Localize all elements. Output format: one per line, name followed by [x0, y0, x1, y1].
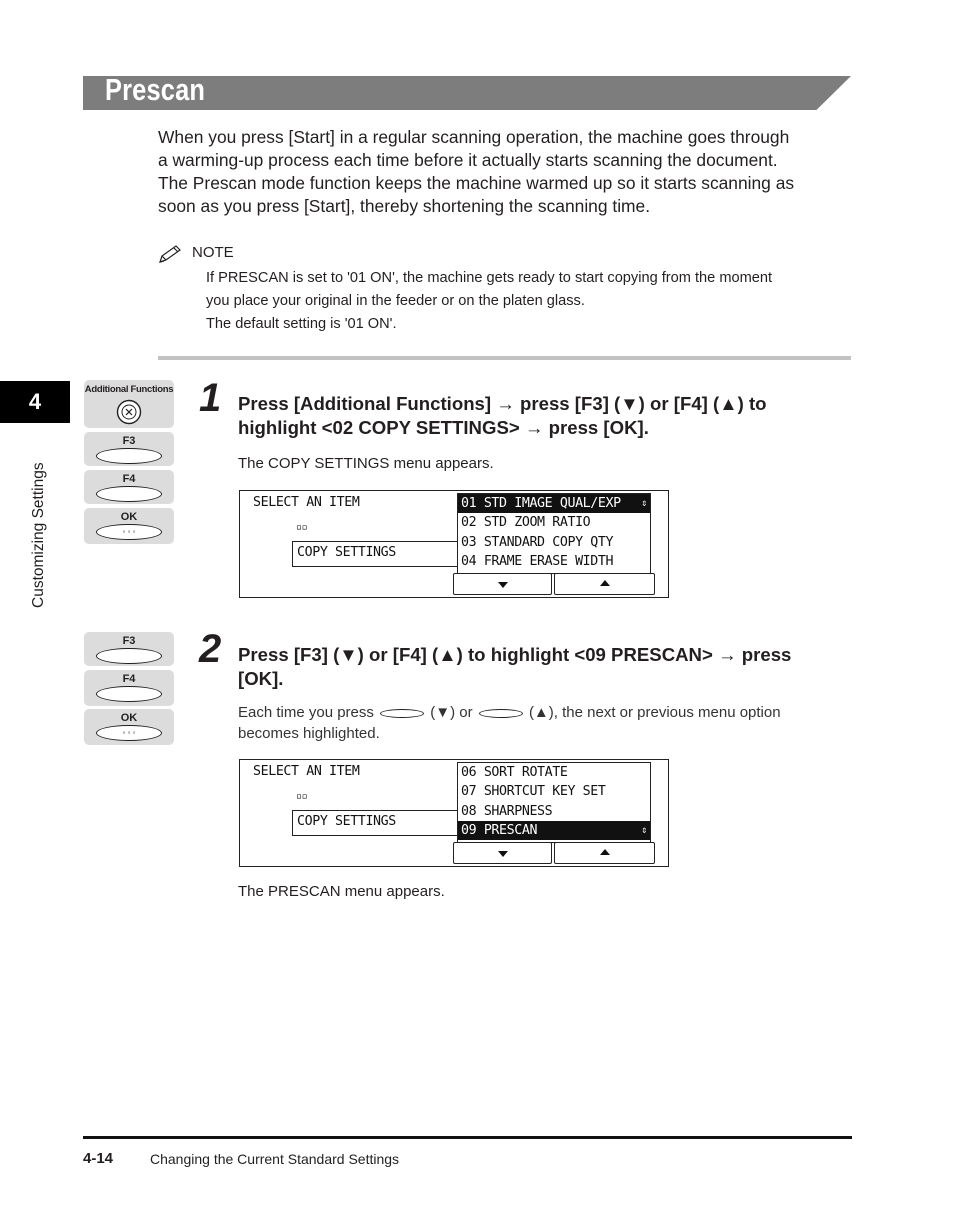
- f4-key: [84, 470, 174, 504]
- lcd-screen: [239, 759, 669, 867]
- scroll-arrows-icon: ⇕: [641, 824, 647, 836]
- f4-key: [84, 670, 174, 706]
- note-label: NOTE: [192, 244, 234, 261]
- intro-line: soon as you press [Start], thereby shortening the scanning time.: [158, 196, 651, 216]
- scroll-up-button[interactable]: [554, 842, 655, 864]
- intro-paragraph: [158, 126, 858, 218]
- f4-key-oval: [96, 686, 162, 702]
- scroll-down-button[interactable]: [453, 573, 552, 595]
- screen-title: SELECT AN ITEM: [253, 495, 360, 510]
- note-line: you place your original in the feeder or on the platen glass.: [206, 293, 585, 309]
- step-description: [238, 702, 853, 744]
- arrow-up-icon: [600, 849, 610, 855]
- footer-divider: [83, 1136, 852, 1139]
- f4-key-oval: [96, 486, 162, 502]
- menu-item[interactable]: 08 SHARPNESS: [461, 803, 553, 819]
- note-line: The default setting is '01 ON'.: [206, 316, 397, 332]
- f3-key-oval: [96, 448, 162, 464]
- step-heading: [238, 392, 858, 440]
- scroll-arrows-icon: ⇕: [641, 498, 647, 509]
- ok-key-label: OK: [120, 511, 138, 523]
- inline-f4-key-icon: [477, 703, 525, 719]
- f4-key-label: F4: [122, 673, 136, 685]
- f3-key-oval: [96, 648, 162, 664]
- chapter-number: 4: [28, 389, 42, 414]
- arrow-down-icon: [498, 582, 508, 588]
- ok-key: [84, 508, 174, 544]
- inline-f3-oval: [380, 709, 424, 718]
- ok-key-oval: ◦ ◦ ◦: [96, 725, 162, 741]
- lcd-screen: [239, 490, 669, 598]
- step-number: 1: [199, 376, 222, 420]
- menu-item-label: 09 PRESCAN: [461, 822, 538, 838]
- f3-key: [84, 432, 174, 466]
- step-heading-line: Press [F3] (▼) or [F4] (▲) to highlight <09 PRESCAN> → press: [238, 644, 792, 665]
- step-heading-line: Press [Additional Functions] → press [F3] (▼) or [F4] (▲) to: [238, 393, 767, 414]
- section-title: Prescan: [105, 72, 206, 107]
- inline-f3-key-icon: [378, 703, 426, 719]
- ok-key: [84, 709, 174, 745]
- menu-item-label: 01 STD IMAGE QUAL/EXP: [461, 496, 621, 511]
- screen-field: COPY SETTINGS: [297, 814, 396, 829]
- intro-line: When you press [Start] in a regular scanning operation, the machine goes through: [158, 127, 790, 147]
- screen-indicator: ▫▫: [296, 522, 308, 533]
- menu-item[interactable]: 03 STANDARD COPY QTY: [461, 534, 614, 550]
- description-text: Each time you press: [238, 704, 374, 721]
- additional-functions-icon: [116, 399, 142, 425]
- menu-item[interactable]: 04 FRAME ERASE WIDTH: [461, 553, 614, 569]
- scroll-down-button[interactable]: [453, 842, 552, 864]
- scroll-up-button[interactable]: [554, 573, 655, 595]
- f4-key-label: F4: [122, 473, 136, 485]
- step-heading: [238, 643, 858, 691]
- intro-line: The Prescan mode function keeps the machine warmed up so it starts scanning as: [158, 173, 795, 193]
- screen-field-box: [292, 541, 463, 567]
- arrow-up-icon: [600, 580, 610, 586]
- menu-item[interactable]: 07 SHORTCUT KEY SET: [461, 784, 606, 800]
- note-text: [206, 268, 856, 335]
- additional-functions-label: Additional Functions: [84, 384, 174, 395]
- f3-key-label: F3: [122, 635, 136, 647]
- step-description: The COPY SETTINGS menu appears.: [238, 455, 494, 472]
- step-heading-line: highlight <02 COPY SETTINGS> → press [OK].: [238, 417, 649, 438]
- footer-title: Changing the Current Standard Settings: [150, 1151, 400, 1167]
- section-divider: [158, 356, 851, 360]
- menu-item-selected[interactable]: [458, 821, 650, 840]
- screen-indicator: ▫▫: [296, 791, 308, 802]
- screen-field: COPY SETTINGS: [297, 545, 396, 560]
- menu-item[interactable]: 02 STD ZOOM RATIO: [461, 515, 591, 531]
- f3-key-label: F3: [122, 435, 136, 447]
- screen-field-box: [292, 810, 463, 836]
- ok-key-label: OK: [120, 712, 138, 724]
- arrow-down-icon: [498, 851, 508, 857]
- description-text: (▲), the next or previous menu option: [528, 704, 781, 721]
- chapter-name: Customizing Settings: [30, 462, 47, 608]
- note-line: If PRESCAN is set to '01 ON', the machine gets ready to start copying from the moment: [206, 270, 773, 286]
- menu-item[interactable]: 06 SORT ROTATE: [461, 765, 568, 780]
- additional-functions-key: [84, 380, 174, 428]
- step-heading-line: [OK].: [238, 668, 284, 689]
- result-text: The PRESCAN menu appears.: [238, 883, 445, 900]
- page-number: 4-14: [83, 1150, 114, 1167]
- step-number: 2: [199, 627, 222, 671]
- intro-line: a warming-up process each time before it actually starts scanning the document.: [158, 150, 778, 170]
- screen-title: SELECT AN ITEM: [253, 764, 360, 779]
- description-text: becomes highlighted.: [238, 725, 380, 742]
- ok-key-oval: ◦ ◦ ◦: [96, 524, 162, 540]
- description-text: (▼) or: [430, 704, 473, 721]
- f3-key: [84, 632, 174, 666]
- screen-menu-list: [457, 493, 651, 574]
- menu-item-selected[interactable]: [458, 494, 650, 513]
- pencil-icon: [158, 244, 184, 264]
- screen-menu-list: [457, 762, 651, 843]
- inline-f4-oval: [479, 709, 523, 718]
